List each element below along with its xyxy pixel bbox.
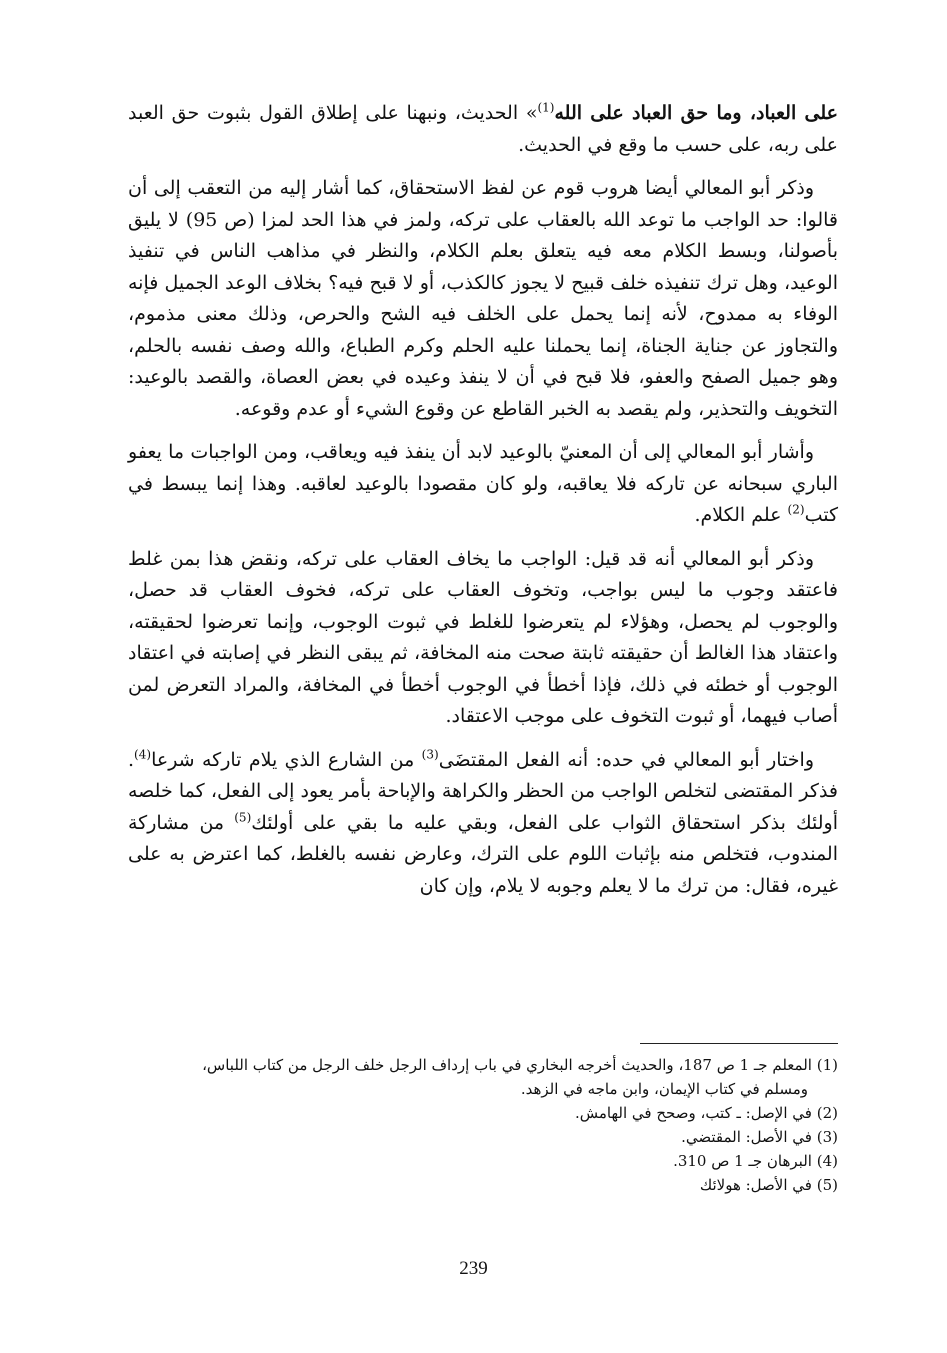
paragraph-5 xyxy=(128,745,838,903)
footnote-text: البرهان جـ 1 ص 310. xyxy=(673,1152,812,1170)
footnote-separator xyxy=(640,1043,838,1044)
footnote-number: (1) xyxy=(816,1056,838,1074)
page-number: 239 xyxy=(459,1258,488,1279)
footnote-ref-4: (4) xyxy=(134,747,152,762)
footnote-4 xyxy=(128,1149,838,1173)
main-text xyxy=(128,98,838,914)
paragraph-5-text-a: واختار أبو المعالي في حده: أنه الفعل المقتضَى xyxy=(438,748,814,771)
paragraph-3-text-a: وأشار أبو المعالي إلى أن المعنيّ بالوعيد لابد أن ينفذ فيه ويعاقب، ومن الواجبات ما يعفو الباري سبحانه عن تاركه فلا يعاقبه، ولو كان مقصودا بالوعيد لعاقبه. وهذا إنما يبسط في كتب xyxy=(128,441,838,526)
footnote-5 xyxy=(128,1173,838,1197)
footnote-number: (3) xyxy=(816,1128,838,1146)
footnote-text: المعلم جـ 1 ص 187، والحديث أخرجه البخاري في باب إرداف الرجل خلف الرجل من كتاب اللباس، xyxy=(202,1056,812,1074)
paragraph-3 xyxy=(128,437,838,532)
hadith-quote-bold: على العباد، وما حق العباد على الله xyxy=(554,102,838,124)
footnote-text: في الإصل: ـ كتب، وصحح في الهامش. xyxy=(575,1104,812,1122)
footnote-text: في الأصل: هولائك xyxy=(699,1176,812,1194)
paragraph-4: وذكر أبو المعالي أنه قد قيل: الواجب ما يخاف العقاب على تركه، ونقض هذا بمن غلط فاعتقد وجوب ما ليس بواجب، وتخوف العقاب على تركه، فخوف العقاب قد حصل، والوجوب لم يحصل، وهؤلاء لم يتعرضوا للغلط في ثبوت الوجوب، وإنما تعرضوا لحقيقته، واعتقاد هذا الغالط أن حقيقته ثابتة صحت منه المخافة، ثم يبقى النظر في إصابته في اعتقاد الوجوب أو خطئه في ذلك، فإذا أخطأ في الوجوب أخطأ في المخافة، والمراد التعرض لمن أصاب فيهما، أو ثبوت التخوف على موجب الاعتقاد. xyxy=(128,547,838,727)
footnote-1 xyxy=(128,1053,838,1077)
footnote-ref-5: (5) xyxy=(234,810,252,825)
footnote-2 xyxy=(128,1101,838,1125)
footnote-number: (4) xyxy=(816,1152,838,1170)
paragraph-5-text-d: من مشاركة المندوب، فتخلص منه بإثبات اللوم على الترك، وعارض نفسه بالغلط، كما اعترض به على غيره، فقال: من ترك ما لا يعلم وجوبه لا يلام، وإن كان xyxy=(128,811,838,897)
paragraph-5-text-b: من الشارع الذي يلام تاركه شرعا xyxy=(151,748,422,771)
footnote-3 xyxy=(128,1125,838,1149)
paragraph-1-text: » الحديث، ونبهنا على إطلاق القول بثبوت حق العبد على ربه، على حسب ما وقع في الحديث. xyxy=(128,102,838,156)
footnote-ref-1: (1) xyxy=(537,100,555,115)
footnotes xyxy=(128,1053,838,1197)
footnote-number: (2) xyxy=(816,1104,838,1122)
footnote-text: في الأصل: المقتضي. xyxy=(681,1128,812,1146)
paragraph-5-text-c: . فذكر المقتضى لتخلص الواجب من الحظر والكراهة والإباحة بأمر يعود إلى الفعل، كما خلصه أولئك بذكر استحقاق الثواب على الفعل، وبقي عليه ما بقي على أولئك xyxy=(128,748,839,834)
footnote-number: (5) xyxy=(816,1176,838,1194)
footnote-ref-3: (3) xyxy=(421,747,439,762)
paragraph-3-text-b: علم الكلام. xyxy=(694,504,788,526)
paragraph-1 xyxy=(128,98,838,161)
footnote-ref-2: (2) xyxy=(787,502,805,517)
paragraph-2: وذكر أبو المعالي أيضا هروب قوم عن لفظ الاستحقاق، كما أشار إليه من التعقب إلى أن قالوا: حد الواجب ما توعد الله بالعقاب على تركه، ولمز في هذا الحد لمزا (ص 95) لا يليق بأصولنا، وبسط الكلام معه فيه يتعلق بعلم الكلام، والنظر في مذاهب الناس في تنفيذ الوعيد، وهل ترك تنفيذه خلف قبيح لا يجوز كالكذب، أو لا قبح فيه؟ بخلاف الوعد الجميل فإنه الوفاء به ممدوح، لأنه إنما يحمل على الخلف فيه الشح والحرص، وذلك معنى مذموم، والتجاوز عن جناية الجناة، إنما يحملنا عليه الحلم وكرم الطباع، والله وصف نفسه بالحلم، وهو جميل الصفح والعفو، فلا قبح في أن لا ينفذ وعيده في بعض العصاة، والقصد بالوعيد: التخويف والتحذير، ولم يقصد به الخبر القاطع عن وقوع الشيء أو عدم وقوعه. xyxy=(128,177,838,420)
footnote-1-continuation: ومسلم في كتاب الإيمان، وابن ماجه في الزهد. xyxy=(520,1080,808,1098)
